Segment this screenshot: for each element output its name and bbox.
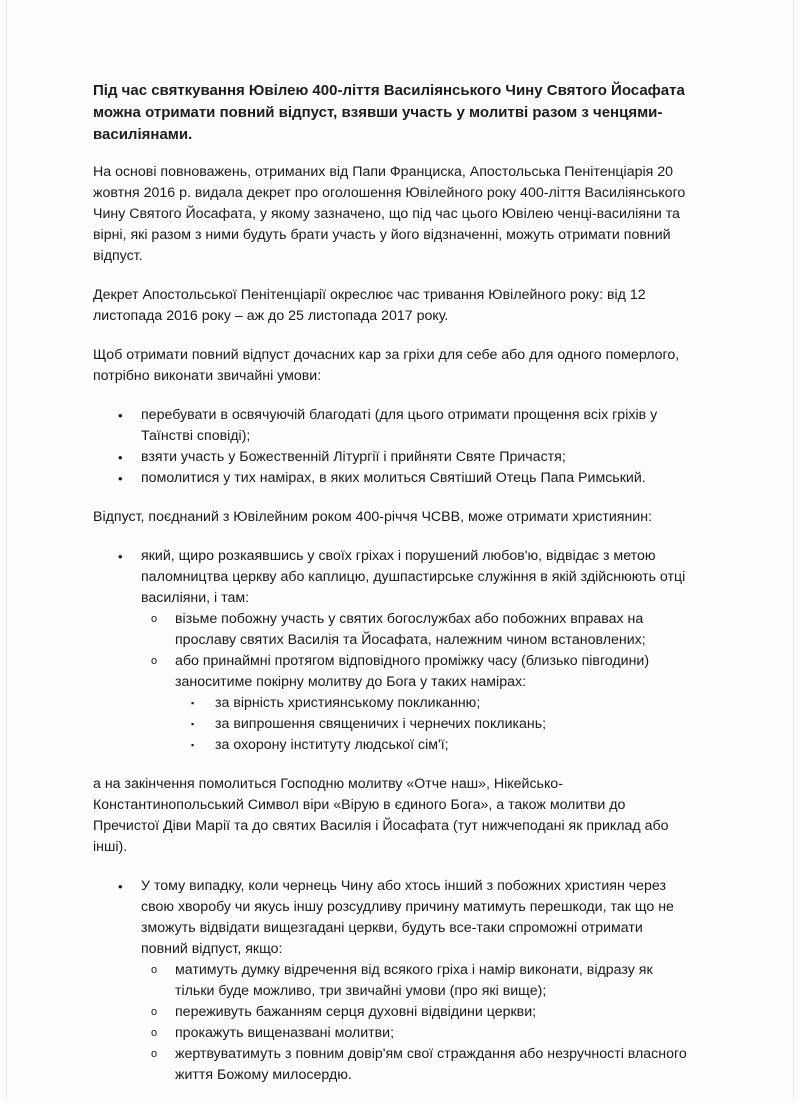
square-bullet-icon: ▪: [191, 719, 195, 729]
list-item: [93, 468, 693, 489]
list-item: [141, 609, 693, 651]
list-item: [141, 1002, 693, 1023]
sick-sub-text: переживуть бажанням серця духовні відвідини церкви;: [175, 1004, 537, 1020]
bullet-icon: •: [118, 408, 123, 423]
condition-text: помолитися у тих намірах, в яких молиться Святіший Отець Папа Римський.: [141, 470, 646, 486]
intention-text: за охорону інституту людської сім'ї;: [215, 737, 449, 753]
bullet-icon: •: [118, 879, 123, 894]
bullet-icon: •: [118, 549, 123, 564]
jubilee-list: [93, 546, 693, 756]
bullet-icon: •: [118, 450, 123, 465]
list-item: [141, 1023, 693, 1044]
closing-paragraph: а на закінчення помолиться Господню молитву «Отче наш», Нікейсько-Константинопольський Символ віри «Вірую в єдиного Бога», а також молитви до Пречистої Діви Марії та до святих Василія і Йосафата (тут нижчеподані як приклад або інші).: [93, 776, 669, 855]
conditions-list: [93, 405, 693, 489]
circle-bullet-icon: o: [151, 964, 158, 976]
jubilee-sublist: [141, 609, 693, 756]
square-bullet-icon: ▪: [191, 698, 195, 708]
duration-paragraph: Декрет Апостольської Пенітенціарії окреслює час тривання Ювілейного року: від 12 листопада 2016 року – аж до 25 листопада 2017 року.: [93, 287, 646, 324]
document-title: Під час святкування Ювілею 400-ліття Василіянського Чину Святого Йосафата можна отримати повний відпуст, взявши участь у молитві разом з ченцями-василіянами.: [93, 82, 685, 143]
list-item: [141, 651, 693, 756]
intro-paragraph: На основі повноважень, отриманих від Папи Франциска, Апостольська Пенітенціарія 20 жовтня 2016 р. видала декрет про оголошення Ювілейного року 400-ліття Василіянського Чину Святого Йосафата, у якому зазначено, що під час цього Ювілею ченці-василіяни та вірні, які разом з ними будуть брати участь у його відзначенні, можуть отримати повний відпуст.: [93, 164, 686, 264]
list-item: [93, 447, 693, 468]
circle-bullet-icon: o: [151, 613, 158, 625]
intention-text: за випрошення священичих і чернечих покликань;: [215, 716, 547, 732]
sick-sublist: [141, 960, 693, 1086]
sick-sub-text: прокажуть вищеназвані молитви;: [175, 1025, 395, 1041]
list-item: [141, 1044, 693, 1086]
condition-text: взяти участь у Божественній Літургії і прийняти Святе Причастя;: [141, 449, 566, 465]
document-content: [93, 80, 693, 1104]
list-item: [175, 735, 693, 756]
scan-edge-right: [793, 0, 794, 1100]
sick-sub-text: матимуть думку відречення від всякого гріха і намір виконати, відразу як тільки буде можливо, три звичайні умови (про які вище);: [175, 962, 653, 999]
list-item: [175, 693, 693, 714]
intention-text: за вірність християнському покликанню;: [215, 695, 481, 711]
list-item: [93, 876, 693, 1086]
circle-bullet-icon: o: [151, 1027, 158, 1039]
bullet-icon: •: [118, 471, 123, 486]
sick-sub-text: жертвуватимуть з повним довір'ям свої страждання або незручності власного життя Божому милосердю.: [175, 1046, 687, 1083]
jubilee-sub-text: візьме побожну участь у святих богослужбах або побожних вправах на прославу святих Василія та Йосафата, належним чином встановлених;: [175, 611, 646, 648]
circle-bullet-icon: o: [151, 1048, 158, 1060]
jubilee-sub-text: або принаймні протягом відповідного проміжку часу (близько півгодини) заноситиме покірну молитву до Бога у таких намірах:: [175, 653, 650, 690]
list-item: [93, 405, 693, 447]
jubilee-item-text: який, щиро розкаявшись у своїх гріхах і порушений любов'ю, відвідає з метою паломництва церкву або каплицю, душпастирське служіння в якій здійснюють отці василіяни, і там:: [141, 548, 686, 606]
circle-bullet-icon: o: [151, 655, 158, 667]
square-bullet-icon: ▪: [191, 740, 195, 750]
list-item: [175, 714, 693, 735]
list-item: [93, 546, 693, 756]
jubilee-intro-paragraph: Відпуст, поєднаний з Ювілейним роком 400-річчя ЧСВВ, може отримати християнин:: [93, 509, 653, 525]
conditions-intro-paragraph: Щоб отримати повний відпуст дочасних кар за гріхи для себе або для одного померлого, потрібно виконати звичайні умови:: [93, 347, 680, 384]
intentions-list: [175, 693, 693, 756]
circle-bullet-icon: o: [151, 1006, 158, 1018]
list-item: [141, 960, 693, 1002]
condition-text: перебувати в освячуючій благодаті (для цього отримати прощення всіх гріхів у Таїнстві сповіді);: [141, 407, 658, 444]
sick-list: [93, 876, 693, 1086]
sick-item-text: У тому випадку, коли чернець Чину або хтось інший з побожних християн через свою хворобу чи якусь іншу розсудливу причину матимуть перешкоди, так що не зможуть відвідати вищезгадані церкви, будуть все-таки спроможні отримати повний відпуст, якщо:: [141, 878, 674, 957]
scan-edge-left: [6, 0, 7, 1100]
